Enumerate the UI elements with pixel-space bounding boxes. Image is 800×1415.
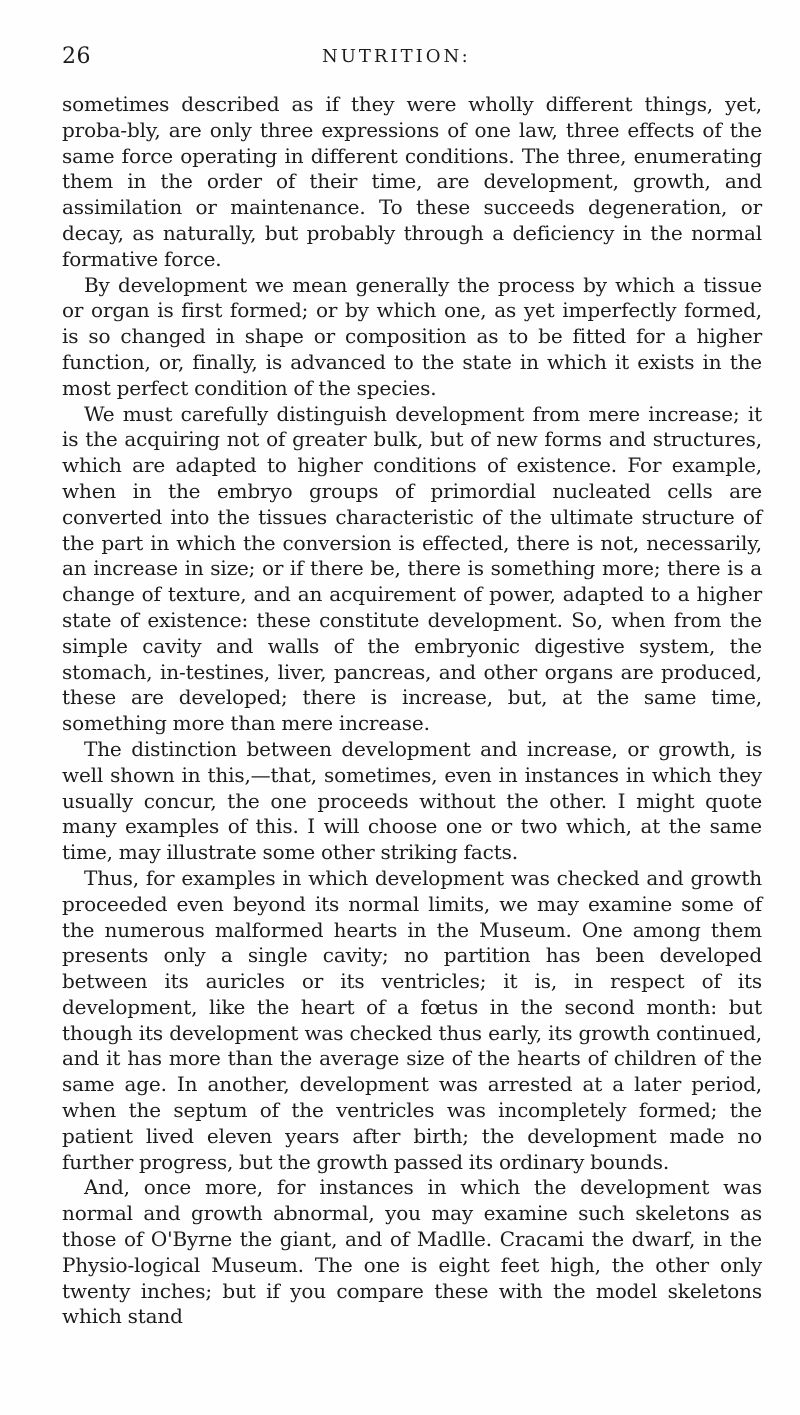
paragraph-continued: sometimes described as if they were wholly different things, yet, proba-bly, are only three expressions of one law, three effects of the same force operating in different conditions. The three, enumerating them in the order of their time, are development, growth, and assimilation or maintenance. To these succeeds degeneration, or decay, as naturally, but probably through a deficiency in the normal formative force.: [62, 92, 762, 271]
body-text: [62, 92, 762, 1330]
paragraph-development-definition: By development we mean generally the process by which a tissue or organ is first formed; or by which one, as yet imperfectly formed, is so changed in shape or composition as to be fitted for a higher function, or, finally, is advanced to the state in which it exists in the most perfect condition of the species.: [62, 272, 762, 400]
paragraph-skeletons: And, once more, for instances in which the development was normal and growth abnormal, you may examine such skeletons as those of O'Byrne the giant, and of Madlle. Cracami the dwarf, in the Physio-logical Museum. The one is eight feet high, the other only twenty inches; but if you compare these with the model skeletons which stand: [62, 1175, 762, 1329]
running-head: [62, 44, 762, 74]
page-number: 26: [62, 44, 91, 69]
paragraph-distinction: The distinction between development and increase, or growth, is well shown in this,—that, sometimes, even in instances in which they usually concur, the one proceeds without the other. I might quote many examples of this. I will choose one or two which, at the same time, may illustrate some other striking facts.: [62, 736, 762, 865]
paragraph-malformed-hearts: Thus, for examples in which development was checked and growth proceeded even beyond its normal limits, we may examine some of the numerous malformed hearts in the Museum. One among them presents only a single cavity; no partition has been developed between its auricles or its ventricles; it is, in respect of its development, like the heart of a fœtus in the second month: but though its development was checked thus early, its growth continued, and it has more than the average size of the hearts of children of the same age. In another, development was arrested at a later period, when the septum of the ventricles was incompletely formed; the patient lived eleven years after birth; the development made no further progress, but the growth passed its ordinary bounds.: [62, 865, 762, 1174]
running-title: NUTRITION:: [322, 46, 471, 67]
paragraph-development-vs-increase: We must carefully distinguish development from mere increase; it is the acquiring not of greater bulk, but of new forms and structures, which are adapted to higher conditions of existence. For example, when in the embryo groups of primordial nucleated cells are converted into the tissues characteristic of the ultimate structure of the part in which the conversion is effected, there is not, necessarily, an increase in size; or if there be, there is something more; there is a change of texture, and an acquirement of power, adapted to a higher state of existence: these constitute development. So, when from the simple cavity and walls of the embryonic digestive system, the stomach, in-testines, liver, pancreas, and other organs are produced, these are developed; there is increase, but, at the same time, something more than mere increase.: [62, 401, 762, 736]
